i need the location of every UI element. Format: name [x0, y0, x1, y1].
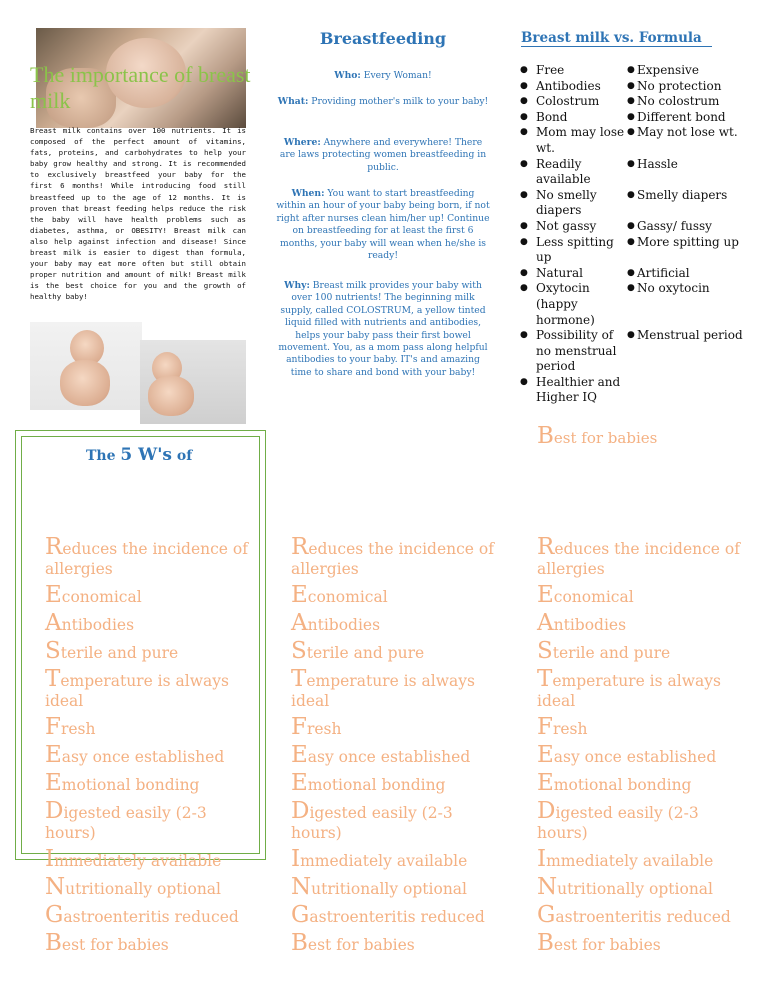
bullet-icon: ●: [520, 80, 528, 91]
comparison-row: [520, 235, 760, 266]
breast-milk-item: Readily available: [536, 156, 591, 187]
bullet-icon: ●: [627, 80, 635, 91]
when-paragraph: When: You want to start breastfeeding within an hour of your baby being born, if not right after nurses clean him/her up! Continue on breastfeeding for at least the first 6 months, your baby will wean when he/she is ready!: [276, 188, 490, 262]
acrostic-item: [537, 743, 752, 767]
formula-item: Hassle: [637, 156, 678, 171]
bullet-icon: ●: [520, 158, 528, 169]
acrostic-item: [45, 715, 260, 739]
acrostic-item: [537, 667, 752, 711]
who-paragraph: Who: Every Woman!: [334, 70, 432, 81]
comparison-row: [520, 63, 760, 79]
acrostic-text: asy once established: [61, 748, 225, 766]
acrostic-text: emperature is always ideal: [291, 672, 475, 710]
what-paragraph: What: Providing mother's milk to your baby!: [277, 96, 489, 107]
acrostic-text: utritionally optional: [311, 880, 467, 898]
formula-item: May not lose wt.: [637, 125, 738, 140]
acrostic-item: [45, 875, 260, 899]
comparison-row: [520, 125, 760, 156]
bullet-icon: ●: [520, 376, 528, 387]
acrostic-item: [45, 611, 260, 635]
acrostic-item: [537, 931, 752, 955]
acrostic-text: est for babies: [307, 936, 415, 954]
bullet-icon: ●: [520, 96, 528, 107]
breast-milk-item: Possibility of no menstrual period: [536, 328, 617, 374]
breast-milk-item: Antibodies: [536, 78, 601, 93]
acrostic-item: [291, 611, 506, 635]
acrostic-column-1: [45, 535, 260, 959]
acrostic-item: [537, 535, 752, 579]
acrostic-text: motional bonding: [307, 776, 446, 794]
acrostic-text: resh: [306, 720, 342, 738]
breastfeeding-title: Breastfeeding: [319, 29, 447, 48]
acrostic-initial: E: [537, 582, 554, 608]
acrostic-text: emperature is always ideal: [45, 672, 229, 710]
bullet-icon: ●: [520, 330, 528, 341]
baby-photo-sitting: [30, 322, 142, 410]
bullet-icon: ●: [627, 158, 635, 169]
acrostic-initial: R: [537, 534, 555, 560]
bullet-icon: ●: [627, 189, 635, 200]
bullet-icon: ●: [627, 267, 635, 278]
acrostic-initial: A: [45, 610, 62, 636]
acrostic-item: [537, 771, 752, 795]
acrostic-initial: S: [537, 638, 553, 664]
acrostic-initial: I: [537, 846, 547, 872]
acrostic-item: [45, 743, 260, 767]
bullet-icon: ●: [520, 127, 528, 138]
acrostic-text: ntibodies: [307, 616, 381, 634]
acrostic-initial: A: [291, 610, 308, 636]
bullet-icon: ●: [520, 267, 528, 278]
acrostic-item: [45, 903, 260, 927]
breast-milk-item: Free: [536, 63, 565, 77]
acrostic-text: conomical: [553, 588, 634, 606]
comparison-row: [520, 94, 760, 110]
acrostic-initial: N: [45, 874, 66, 900]
breast-milk-item: Not gassy: [536, 218, 597, 233]
formula-item: Smelly diapers: [637, 187, 728, 202]
comparison-list: [520, 63, 760, 406]
formula-item: More spitting up: [637, 234, 739, 249]
acrostic-initial: E: [291, 582, 308, 608]
acrostic-initial: E: [45, 742, 62, 768]
bullet-icon: ●: [520, 65, 528, 75]
acrostic-initial: E: [45, 582, 62, 608]
acrostic-item: [291, 743, 506, 767]
acrostic-item: [537, 611, 752, 635]
comparison-row: [520, 328, 760, 375]
formula-item: Menstrual period: [637, 328, 743, 343]
acrostic-item: [537, 903, 752, 927]
acrostic-text: resh: [60, 720, 96, 738]
acrostic-item: [291, 667, 506, 711]
acrostic-text: astroenteritis reduced: [63, 908, 239, 926]
acrostic-text: educes the incidence of allergies: [291, 540, 494, 578]
acrostic-text: terile and pure: [60, 644, 179, 662]
acrostic-initial: G: [537, 902, 556, 928]
acrostic-initial: G: [291, 902, 310, 928]
acrostic-text: igested easily (2-3 hours): [537, 804, 699, 842]
acrostic-item: [45, 847, 260, 871]
bullet-icon: ●: [627, 236, 635, 247]
acrostic-text: asy once established: [553, 748, 717, 766]
acrostic-item: [537, 639, 752, 663]
acrostic-item: [291, 875, 506, 899]
bullet-icon: ●: [520, 283, 528, 294]
acrostic-item: [291, 639, 506, 663]
acrostic-item: [537, 583, 752, 607]
comparison-row: [520, 281, 760, 328]
acrostic-item: [291, 715, 506, 739]
bullet-icon: ●: [627, 96, 635, 107]
formula-item: No colostrum: [637, 94, 720, 109]
breast-milk-item: Less spitting up: [536, 234, 614, 265]
acrostic-text: emperature is always ideal: [537, 672, 721, 710]
baby-photo-crawling: [140, 340, 246, 424]
bullet-icon: ●: [627, 330, 635, 341]
comparison-row: [520, 79, 760, 95]
acrostic-item: [537, 715, 752, 739]
acrostic-initial: A: [537, 610, 554, 636]
acrostic-text: astroenteritis reduced: [555, 908, 731, 926]
acrostic-initial: S: [45, 638, 61, 664]
acrostic-text: mmediately available: [300, 852, 468, 870]
breast-milk-item: Mom may lose wt.: [536, 125, 625, 155]
acrostic-initial: T: [537, 666, 553, 692]
best-for-babies-label: Best for babies: [537, 423, 658, 449]
acrostic-initial: E: [45, 770, 62, 796]
acrostic-initial: R: [45, 534, 63, 560]
acrostic-item: [45, 931, 260, 955]
acrostic-initial: F: [291, 714, 307, 740]
acrostic-text: igested easily (2-3 hours): [291, 804, 453, 842]
acrostic-text: ntibodies: [553, 616, 627, 634]
formula-item: Different bond: [637, 109, 726, 124]
acrostic-initial: S: [291, 638, 307, 664]
acrostic-item: [45, 771, 260, 795]
acrostic-initial: R: [291, 534, 309, 560]
acrostic-text: asy once established: [307, 748, 471, 766]
acrostic-item: [537, 847, 752, 871]
acrostic-initial: I: [291, 846, 301, 872]
acrostic-item: [291, 903, 506, 927]
acrostic-initial: T: [45, 666, 61, 692]
breast-milk-item: Natural: [536, 265, 583, 280]
breast-milk-item: No smelly diapers: [536, 187, 597, 218]
acrostic-initial: B: [537, 930, 554, 956]
formula-item: No oxytocin: [637, 281, 710, 296]
comparison-row: [520, 188, 760, 219]
acrostic-initial: D: [537, 798, 556, 824]
acrostic-text: astroenteritis reduced: [309, 908, 485, 926]
acrostic-text: utritionally optional: [65, 880, 221, 898]
acrostic-text: educes the incidence of allergies: [537, 540, 740, 578]
acrostic-text: igested easily (2-3 hours): [45, 804, 207, 842]
breast-milk-item: Colostrum: [536, 94, 600, 109]
acrostic-text: resh: [552, 720, 588, 738]
acrostic-text: mmediately available: [54, 852, 222, 870]
acrostic-item: [291, 847, 506, 871]
bullet-icon: ●: [520, 189, 528, 200]
importance-title: The importance of breast milk: [30, 62, 251, 113]
comparison-row: [520, 375, 760, 406]
acrostic-text: ntibodies: [61, 616, 135, 634]
acrostic-item: [45, 583, 260, 607]
acrostic-text: educes the incidence of allergies: [45, 540, 248, 578]
acrostic-text: motional bonding: [61, 776, 200, 794]
formula-item: Gassy/ fussy: [637, 218, 712, 233]
acrostic-initial: E: [537, 742, 554, 768]
acrostic-text: motional bonding: [553, 776, 692, 794]
bullet-icon: ●: [627, 65, 635, 75]
acrostic-text: est for babies: [61, 936, 169, 954]
acrostic-text: conomical: [307, 588, 388, 606]
comparison-row: [520, 110, 760, 126]
acrostic-item: [45, 639, 260, 663]
acrostic-text: utritionally optional: [557, 880, 713, 898]
acrostic-item: [291, 583, 506, 607]
acrostic-item: [45, 667, 260, 711]
breast-milk-item: Oxytocin (happy hormone): [536, 281, 595, 327]
formula-item: No protection: [637, 78, 722, 93]
bullet-icon: ●: [627, 220, 635, 231]
acrostic-initial: G: [45, 902, 64, 928]
acrostic-text: terile and pure: [552, 644, 671, 662]
breast-milk-item: Bond: [536, 109, 568, 124]
acrostic-initial: I: [45, 846, 55, 872]
acrostic-item: [537, 875, 752, 899]
acrostic-initial: F: [537, 714, 553, 740]
five-ws-heading: The 5 W's of: [86, 445, 193, 465]
acrostic-column-2: [291, 535, 506, 959]
bullet-icon: ●: [627, 127, 635, 138]
acrostic-initial: T: [291, 666, 307, 692]
bullet-icon: ●: [627, 283, 635, 294]
acrostic-initial: D: [291, 798, 310, 824]
breast-milk-item: Healthier and Higher IQ: [536, 374, 621, 405]
acrostic-initial: B: [291, 930, 308, 956]
why-paragraph: Why: Breast milk provides your baby with over 100 nutrients! The beginning milk supply, called COLOSTRUM, a yellow tinted liquid filled with nutrients and antibodies, helps your baby pass their first bowel movement. You, as a mom pass along helpful antibodies to your baby. IT's and amazing time to share and bond with your baby!: [278, 280, 488, 378]
acrostic-text: terile and pure: [306, 644, 425, 662]
comparison-row: [520, 157, 760, 188]
acrostic-initial: D: [45, 798, 64, 824]
acrostic-item: [291, 771, 506, 795]
acrostic-initial: N: [291, 874, 312, 900]
comparison-row: [520, 219, 760, 235]
acrostic-item: [291, 535, 506, 579]
acrostic-item: [291, 799, 506, 843]
formula-item: Expensive: [637, 63, 699, 77]
acrostic-column-3: [537, 535, 752, 959]
comparison-row: [520, 266, 760, 282]
acrostic-item: [45, 799, 260, 843]
acrostic-initial: F: [45, 714, 61, 740]
acrostic-initial: E: [537, 770, 554, 796]
bullet-icon: ●: [627, 111, 635, 122]
acrostic-text: mmediately available: [546, 852, 714, 870]
acrostic-item: [537, 799, 752, 843]
acrostic-initial: N: [537, 874, 558, 900]
acrostic-initial: E: [291, 742, 308, 768]
bullet-icon: ●: [520, 236, 528, 247]
acrostic-text: conomical: [61, 588, 142, 606]
comparison-title: Breast milk vs. Formula: [521, 30, 712, 47]
acrostic-initial: B: [45, 930, 62, 956]
acrostic-text: est for babies: [553, 936, 661, 954]
where-paragraph: Where: Anywhere and everywhere! There are laws protecting women breastfeeding in public.: [279, 137, 487, 173]
bullet-icon: ●: [520, 220, 528, 231]
importance-body: Breast milk contains over 100 nutrients. It is composed of the perfect amount of vitamins, fats, proteins, and carbohydrates to help your baby grow healthy and strong. It is recommended to exclusively breastfeed your baby for the first 6 months! While introducing food still breastfeed up to the age of 12 months. It is proven that breast feeding helps reduce the risk the baby will have health problems such as diabetes, asthma, or OBESITY! Breast milk can also help against infection and disease! Since breast milk is easier to digest than formula, your baby may eat more often but still obtain proper nutrition and amount of milk! Breast milk is the best choice for you and the growth of healthy baby!: [30, 126, 246, 302]
bullet-icon: ●: [520, 111, 528, 122]
acrostic-item: [291, 931, 506, 955]
acrostic-item: [45, 535, 260, 579]
formula-item: Artificial: [637, 265, 690, 280]
acrostic-initial: E: [291, 770, 308, 796]
